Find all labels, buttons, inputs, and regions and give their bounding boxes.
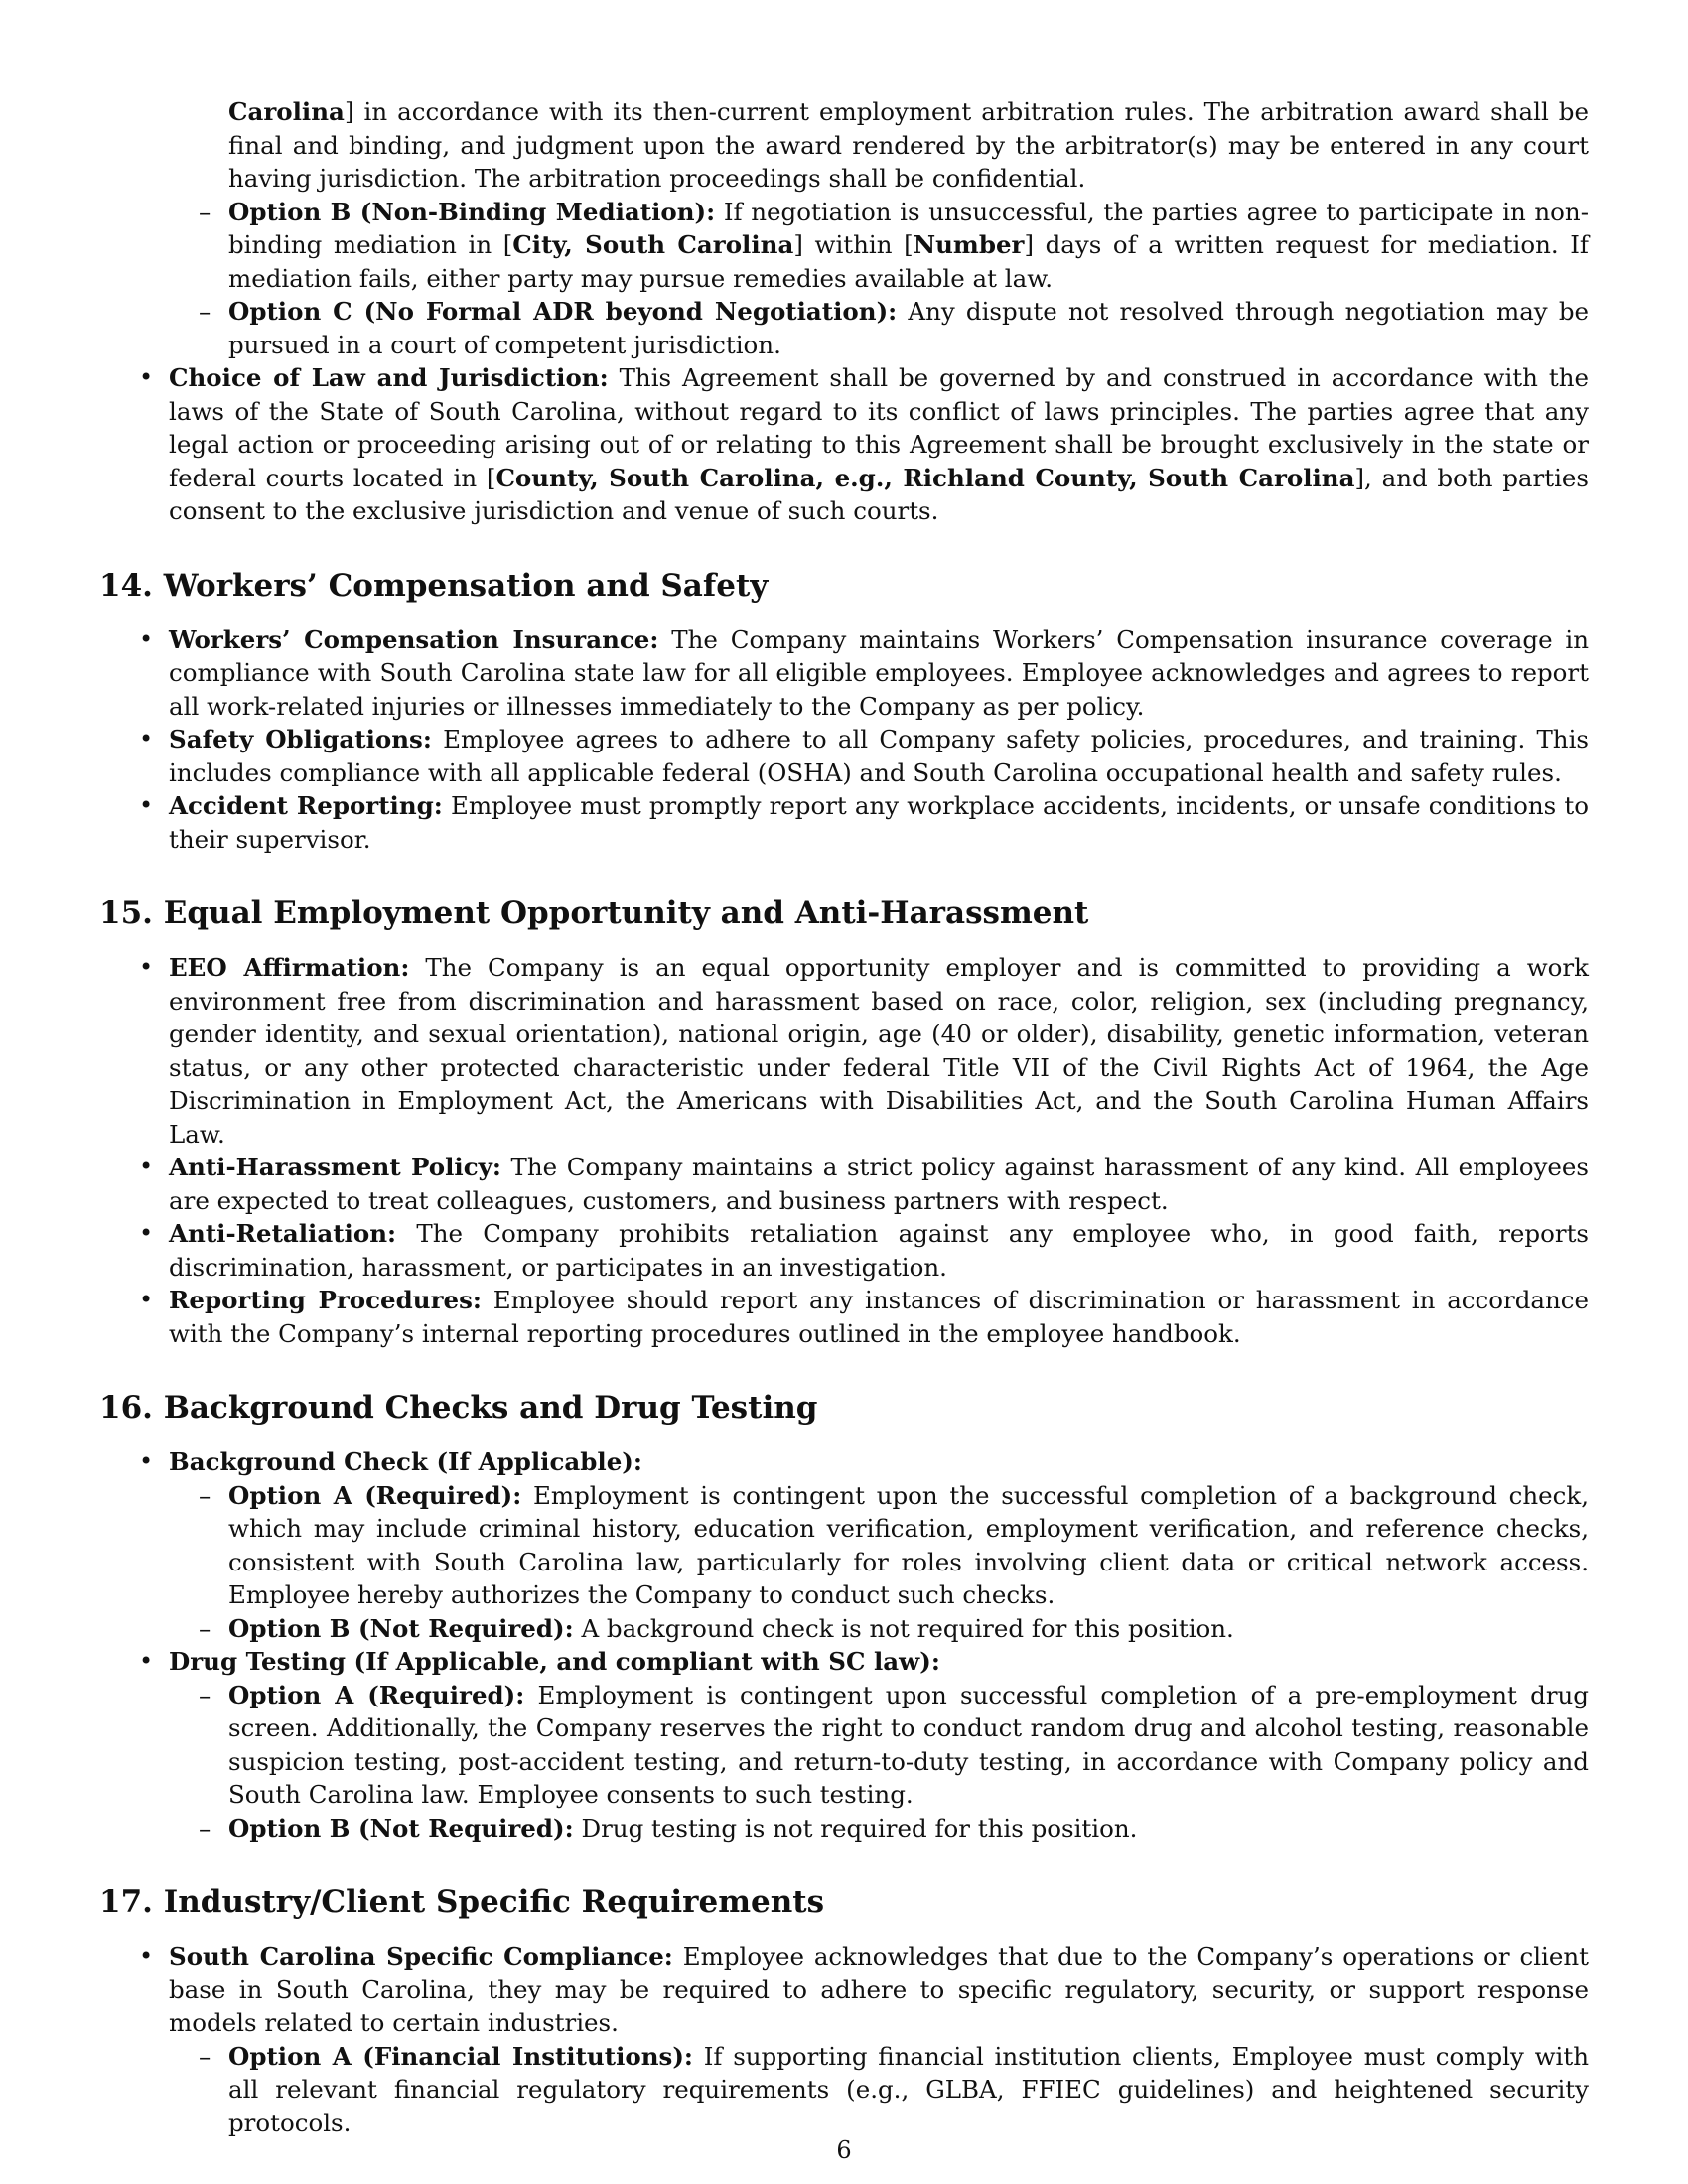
document-page xyxy=(99,95,1589,2139)
list-item: – Option A (Required): Employment is contingent upon successful completion of a pre-employment drug screen. Additionally, the Company reserves the right to conduct random drug and alcohol testing, reasonable suspicion testing, post-accident testing, and return-to-duty testing, in accordance with Company policy and South Carolina law. Employee consents to such testing. xyxy=(228,1679,1589,1812)
arbitration-continuation: Carolina] in accordance with its then-current employment arbitration rules. The arbitration award shall be final and binding, and judgment upon the award rendered by the arbitrator(s) may be entered in any court having jurisdiction. The arbitration proceedings shall be confidential. xyxy=(228,97,1589,193)
sc-compliance-options xyxy=(169,2040,1589,2140)
list-item: – Option A (Financial Institutions): If supporting financial institution clients, Employee must comply with all relevant financial regulatory requirements (e.g., GLBA, FFIEC guidelines) and heightened security protocols. xyxy=(228,2040,1589,2140)
drug-testing-item: • Drug Testing (If Applicable, and compliant with SC law): – Option A (Required): Employment is contingent upon successful completion of a pre-employment drug screen. Additionally, the Company reserves the right to conduct random drug and alcohol testing, reasonable suspicion testing, post-accident testing, and return-to-duty testing, in accordance with Company policy and South Carolina law. Employee consents to such testing. – Option B (Not Required): Drug testing is not required for this position. xyxy=(169,1645,1589,1844)
list-item: • Anti-Harassment Policy: The Company maintains a strict policy against harassment of any kind. All employees are expected to treat colleagues, customers, and business partners with respect. xyxy=(169,1151,1589,1217)
list-item: – Option B (Not Required): Drug testing is not required for this position. xyxy=(228,1812,1589,1845)
option-c-no-adr: – Option C (No Formal ADR beyond Negotiation): Any dispute not resolved through negotiation may be pursued in a court of competent jurisdiction. xyxy=(228,295,1589,361)
page-number: 6 xyxy=(836,2136,852,2164)
section-14-list xyxy=(99,623,1589,857)
background-check-options xyxy=(169,1479,1589,1646)
section-16-list xyxy=(99,1445,1589,1844)
section-16-heading: 16. Background Checks and Drug Testing xyxy=(99,1390,818,1426)
background-check-item: • Background Check (If Applicable): – Option A (Required): Employment is contingent upon the successful completion of a background check, which may include criminal history, education verification, employment verification, and reference checks, consistent with South Carolina law, particularly for roles involving client data or critical network access. Employee hereby authorizes the Company to conduct such checks. – Option B (Not Required): A background check is not required for this position. xyxy=(169,1445,1589,1645)
list-item: • Workers’ Compensation Insurance: The Company maintains Workers’ Compensation insurance coverage in compliance with South Carolina state law for all eligible employees. Employee acknowledges and agrees to report all work-related injuries or illnesses immediately to the Company as per policy. xyxy=(169,623,1589,724)
adr-options-list xyxy=(99,196,1589,362)
sc-compliance-item: • South Carolina Specific Compliance: Employee acknowledges that due to the Company’s operations or client base in South Carolina, they may be required to adhere to specific regulatory, security, or support response models related to certain industries. – Option A (Financial Institutions): If supporting financial institution clients, Employee must comply with all relevant financial regulatory requirements (e.g., GLBA, FFIEC guidelines) and heightened security protocols. xyxy=(169,1940,1589,2139)
section-15-heading: 15. Equal Employment Opportunity and Anti-Harassment xyxy=(99,895,1089,931)
law-list xyxy=(99,361,1589,528)
drug-testing-options xyxy=(169,1679,1589,1845)
section-17-heading: 17. Industry/Client Specific Requirements xyxy=(99,1884,825,1920)
option-b-mediation: – Option B (Non-Binding Mediation): If negotiation is unsuccessful, the parties agree to participate in non-binding mediation in [City, South Carolina] within [Number] days of a written request for mediation. If mediation fails, either party may pursue remedies available at law. xyxy=(228,196,1589,296)
list-item: – Option B (Not Required): A background check is not required for this position. xyxy=(228,1612,1589,1646)
section-15-list xyxy=(99,951,1589,1350)
list-item: • Reporting Procedures: Employee should report any instances of discrimination or harassment in accordance with the Company’s internal reporting procedures outlined in the employee handbook. xyxy=(169,1284,1589,1350)
section-14-heading: 14. Workers’ Compensation and Safety xyxy=(99,567,769,604)
section-17-list xyxy=(99,1940,1589,2139)
choice-of-law-item: • Choice of Law and Jurisdiction: This Agreement shall be governed by and construed in accordance with the laws of the State of South Carolina, without regard to its conflict of laws principles. The parties agree that any legal action or proceeding arising out of or relating to this Agreement shall be brought exclusively in the state or federal courts located in [County, South Carolina, e.g., Richland County, South Carolina], and both parties consent to the exclusive jurisdiction and venue of such courts. xyxy=(169,361,1589,528)
list-item: – Option A (Required): Employment is contingent upon the successful completion of a background check, which may include criminal history, education verification, employment verification, and reference checks, consistent with South Carolina law, particularly for roles involving client data or critical network access. Employee hereby authorizes the Company to conduct such checks. xyxy=(228,1479,1589,1612)
list-item: • Accident Reporting: Employee must promptly report any workplace accidents, incidents, or unsafe conditions to their supervisor. xyxy=(169,789,1589,856)
list-item: • Anti-Retaliation: The Company prohibits retaliation against any employee who, in good faith, reports discrimination, harassment, or participates in an investigation. xyxy=(169,1217,1589,1284)
list-item: • EEO Affirmation: The Company is an equal opportunity employer and is committed to providing a work environment free from discrimination and harassment based on race, color, religion, sex (including pregnancy, gender identity, and sexual orientation), national origin, age (40 or older), disability, genetic information, veteran status, or any other protected characteristic under federal Title VII of the Civil Rights Act of 1964, the Age Discrimination in Employment Act, the Americans with Disabilities Act, and the South Carolina Human Affairs Law. xyxy=(169,951,1589,1151)
list-item: • Safety Obligations: Employee agrees to adhere to all Company safety policies, procedures, and training. This includes compliance with all applicable federal (OSHA) and South Carolina occupational health and safety rules. xyxy=(169,723,1589,789)
